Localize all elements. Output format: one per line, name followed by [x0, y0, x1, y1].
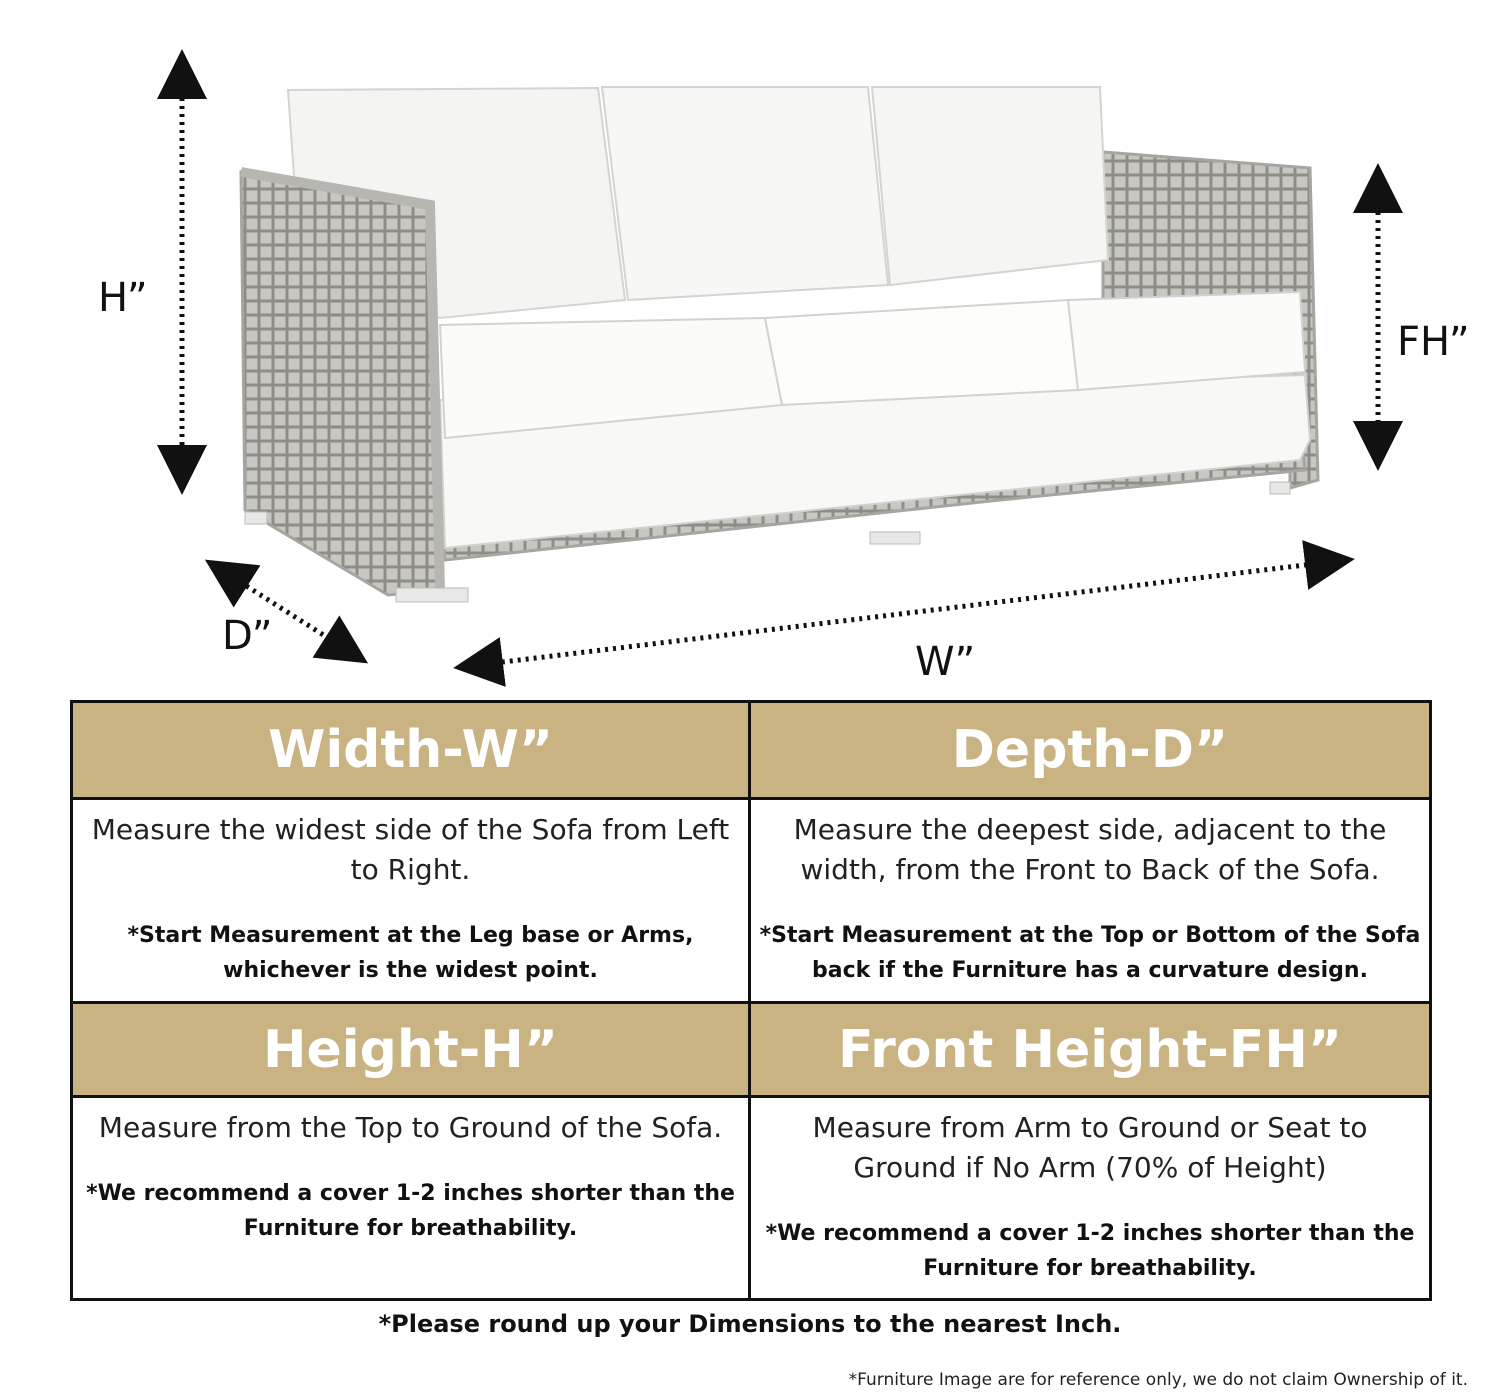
- height-label: H”: [98, 275, 148, 321]
- front-height-heading: Front Height-FH”: [751, 1004, 1429, 1098]
- rounding-note: *Please round up your Dimensions to the nearest Inch.: [378, 1310, 1122, 1338]
- width-arrow: [478, 562, 1330, 665]
- front-height-description: Measure from Arm to Ground or Seat to Ground if No Arm (70% of Height): [812, 1111, 1368, 1184]
- seat-cushion-middle: [765, 300, 1078, 405]
- width-label: W”: [915, 639, 976, 685]
- height-instructions: [73, 1098, 751, 1301]
- width-note: *Start Measurement at the Leg base or Arms, whichever is the widest point.: [127, 923, 694, 983]
- width-instructions: [73, 800, 751, 1004]
- back-cushion-right: [872, 87, 1108, 285]
- height-description: Measure from the Top to Ground of the Sofa.: [98, 1111, 723, 1144]
- width-heading: Width-W”: [73, 703, 751, 800]
- sofa-left-arm: [241, 172, 440, 595]
- depth-note: *Start Measurement at the Top or Bottom of the Sofa back if the Furniture has a curvature design.: [759, 923, 1421, 983]
- depth-heading: Depth-D”: [751, 703, 1429, 800]
- image-disclaimer: *Furniture Image are for reference only, we do not claim Ownership of it.: [848, 1370, 1468, 1390]
- seat-cushion-right: [1068, 292, 1305, 390]
- height-heading: Height-H”: [73, 1004, 751, 1098]
- sofa-leg: [245, 512, 267, 524]
- width-description: Measure the widest side of the Sofa from Left to Right.: [91, 813, 730, 886]
- front-height-label: FH”: [1397, 319, 1470, 365]
- sofa-leg: [396, 588, 468, 602]
- sofa-leg: [870, 532, 920, 544]
- front-height-instructions: [751, 1098, 1429, 1301]
- measurement-guide-table: [70, 700, 1432, 1301]
- depth-description: Measure the deepest side, adjacent to the width, from the Front to Back of the Sofa.: [793, 813, 1387, 886]
- depth-label: D”: [222, 613, 273, 659]
- height-note: *We recommend a cover 1-2 inches shorter than the Furniture for breathability.: [86, 1181, 735, 1241]
- depth-instructions: [751, 800, 1429, 1004]
- sofa-leg: [1270, 482, 1290, 494]
- front-height-note: *We recommend a cover 1-2 inches shorter than the Furniture for breathability.: [765, 1221, 1415, 1281]
- back-cushion-middle: [602, 87, 888, 300]
